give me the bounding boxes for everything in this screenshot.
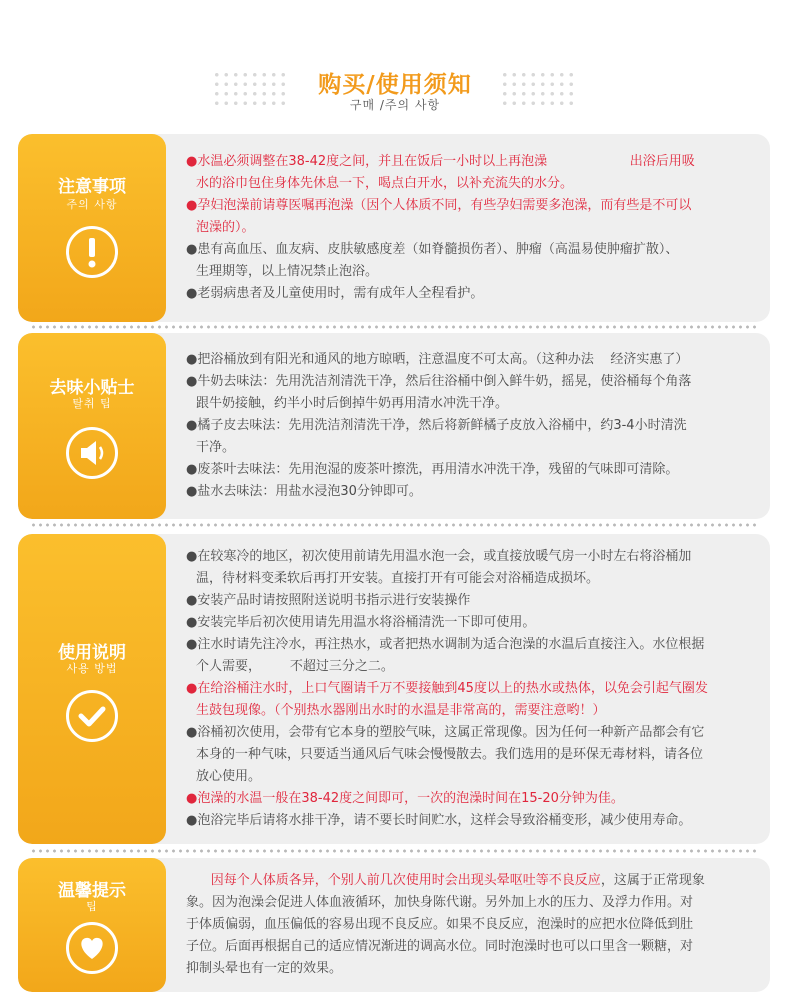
section-content xyxy=(186,546,758,832)
text-line: ●孕妇泡澡前请尊医嘱再泡澡（因个人体质不同，有些孕妇需要多泡澡，而有些是不可以 xyxy=(186,198,692,213)
section-sidebar xyxy=(18,134,166,322)
section-title: 注意事项 xyxy=(58,177,126,197)
text-line: 泡澡的）。 xyxy=(196,220,255,235)
section-panel xyxy=(18,858,770,992)
text-line: ●盐水去味法：用盐水浸泡30分钟即可。 xyxy=(186,484,422,499)
dotted-divider xyxy=(30,523,760,527)
page-header xyxy=(0,0,790,130)
section-sidebar xyxy=(18,333,166,519)
text-line: 象。因为泡澡会促进人体血液循环，加快身陈代谢。另外加上水的压力、及浮力作用。对 xyxy=(186,895,694,910)
section-subtitle: 팁 xyxy=(86,900,98,913)
speaker-icon xyxy=(66,427,118,479)
checkmark-icon xyxy=(66,690,118,742)
section-content xyxy=(186,151,758,305)
text-line xyxy=(186,870,758,892)
text-line: 抑制头晕也有一定的效果。 xyxy=(186,961,343,976)
text-line: 放心使用。 xyxy=(196,769,262,784)
text-line: ●安装完毕后初次使用请先用温水将浴桶清洗一下即可使用。 xyxy=(186,615,536,630)
text-line: ●在给浴桶注水时，上口气圈请千万不要接触到45度以上的热水或热体，以免会引起气圈发 xyxy=(186,681,708,696)
section-subtitle: 사용 방법 xyxy=(66,662,118,675)
text-line: 个人需要， 不超过三分之二。 xyxy=(196,659,394,674)
section-panel xyxy=(18,134,770,322)
section-deodorizing-tips xyxy=(18,333,770,519)
page-title: 购买/使用须知 xyxy=(318,72,472,98)
text-line: ●牛奶去味法：先用洗洁剂清洗干净，然后往浴桶中倒入鲜牛奶，摇晃，使浴桶每个角落 xyxy=(186,374,692,389)
section-usage-instructions xyxy=(18,534,770,844)
text-line: 生理期等，以上情况禁止泡浴。 xyxy=(196,264,379,279)
text-line: 干净。 xyxy=(196,440,236,455)
text-line: 温，待材料变柔软后再打开安装。直接打开有可能会对浴桶造成损坏。 xyxy=(196,571,600,586)
text-line: ●水温必须调整在38-42度之间，并且在饭后一小时以上再泡澡 出浴后用吸 xyxy=(186,154,695,169)
exclamation-icon xyxy=(66,226,118,278)
text-line: ●把浴桶放到有阳光和通风的地方晾晒，注意温度不可太高。（这种办法 经济实惠了） xyxy=(186,352,689,367)
section-sidebar xyxy=(18,858,166,992)
text-line: ●橘子皮去味法：先用洗洁剂清洗干净，然后将新鲜橘子皮放入浴桶中，约3-4小时清洗 xyxy=(186,418,687,433)
section-content xyxy=(186,870,758,980)
dotted-divider xyxy=(30,325,760,329)
highlighted-text: 因每个人体质各异，个别人前几次使用时会出现头晕呕吐等不良反应 xyxy=(210,873,601,888)
text-line: 水的浴巾包住身体先休息一下，喝点白开水，以补充流失的水分。 xyxy=(196,176,574,191)
heart-icon xyxy=(66,922,118,974)
text-line: ●在较寒冷的地区，初次使用前请先用温水泡一会，或直接放暖气房一小时左右将浴桶加 xyxy=(186,549,692,564)
section-sidebar xyxy=(18,534,166,844)
dotted-divider xyxy=(30,849,760,853)
text-line: ●泡澡的水温一般在38-42度之间即可，一次的泡澡时间在15-20分钟为佳。 xyxy=(186,791,624,806)
page-subtitle: 구매 /주의 사항 xyxy=(349,98,441,112)
section-title: 去味小贴士 xyxy=(49,378,135,398)
text-line: 子位。后面再根据自己的适应情况渐进的调高水位。同时泡澡时也可以口里含一颗糖，对 xyxy=(186,939,694,954)
section-subtitle: 주의 사항 xyxy=(66,198,118,211)
section-subtitle: 탈취 팁 xyxy=(72,397,112,410)
text-line: 跟牛奶接触，约半小时后倒掉牛奶再用清水冲洗干净。 xyxy=(196,396,509,411)
text-line: 于体质偏弱，血压偏低的容易出现不良反应。如果不良反应，泡澡时的应把水位降低到肚 xyxy=(186,917,694,932)
section-panel xyxy=(18,333,770,519)
text-line: ●注水时请先注冷水，再注热水，或者把热水调制为适合泡澡的水温后直接注入。水位根据 xyxy=(186,637,705,652)
section-warm-tips xyxy=(18,858,770,992)
section-title: 温馨提示 xyxy=(58,881,126,901)
section-panel xyxy=(18,534,770,844)
section-content xyxy=(186,349,758,503)
text-line: ●泡浴完毕后请将水排干净，请不要长时间贮水，这样会导致浴桶变形，减少使用寿命。 xyxy=(186,813,692,828)
text-line: 生鼓包现像。（个别热水器刚出水时的水温是非常高的，需要注意哟！） xyxy=(196,703,606,718)
text-line: 本身的一种气味，只要适当通风后气味会慢慢散去。我们选用的是环保无毒材料，请各位 xyxy=(196,747,704,762)
plain-text: ，这属于正常现象 xyxy=(600,873,705,888)
text-line: ●安装产品时请按照附送说明书指示进行安装操作 xyxy=(186,593,471,608)
text-line: ●患有高血压、血友病、皮肤敏感度差（如脊髓损伤者）、肿瘤（高温易使肿瘤扩散）、 xyxy=(186,242,679,257)
text-line: ●浴桶初次使用，会带有它本身的塑胶气味，这属正常现像。因为任何一种新产品都会有它 xyxy=(186,725,705,740)
section-title: 使用说明 xyxy=(58,643,126,663)
text-line: ●废茶叶去味法：先用泡湿的废茶叶擦洗，再用清水冲洗干净，残留的气味即可清除。 xyxy=(186,462,679,477)
text-line: ●老弱病患者及儿童使用时，需有成年人全程看护。 xyxy=(186,286,484,301)
section-precautions xyxy=(18,134,770,322)
